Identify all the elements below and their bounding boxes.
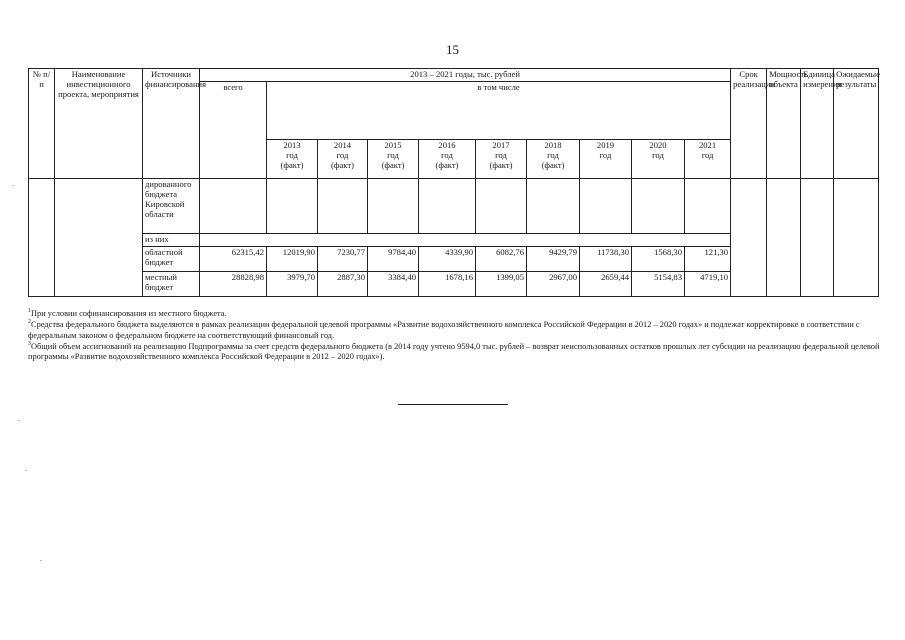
scan-speck	[18, 420, 20, 421]
scan-speck	[12, 185, 14, 186]
header-period-group: 2013 – 2021 годы, тыс. рублей	[200, 69, 731, 82]
local-budget-label: местный бюджет	[143, 271, 200, 296]
regional-value-2015: 9784,40	[368, 246, 419, 271]
local-value-2018: 2967,00	[527, 271, 580, 296]
regional-value-2018: 9429,79	[527, 246, 580, 271]
regional-value-2014: 7230,77	[318, 246, 368, 271]
local-value-2015: 3384,40	[368, 271, 419, 296]
regional-value-2019: 11738,30	[580, 246, 632, 271]
local-total: 28828,98	[200, 271, 267, 296]
local-value-2016: 1678,16	[419, 271, 476, 296]
header-term: Срок реализации	[731, 69, 767, 179]
local-value-2021: 4719,10	[685, 271, 731, 296]
local-value-2014: 2887,30	[318, 271, 368, 296]
scan-speck	[25, 470, 27, 471]
footnote-3: $^3$Общий объем ассигнований на реализацию Подпрограммы за счет средств федерального бюджета (в 2014 году учтено 9594,0 тыс. рублей – возврат неиспользованных остатков прошлых лет субсидии на реализацию федеральной целевой программы «Развитие водохозяйственного комплекса Российской Федерации в 2012 – 2020 годах»).	[28, 341, 880, 362]
footnote-1: $^1$При условии софинансирования из местного бюджета.	[28, 308, 227, 318]
header-results: Ожидаемые результаты	[834, 69, 879, 179]
including-label: из них	[143, 234, 200, 247]
header-including: в том числе	[267, 82, 731, 140]
regional-value-2017: 6082,76	[476, 246, 527, 271]
local-value-2013: 3979,70	[267, 271, 318, 296]
header-year-2021: 2021 год	[685, 140, 731, 179]
header-capacity: Мощность объекта	[767, 69, 801, 179]
header-year-2015: 2015 год (факт)	[368, 140, 419, 179]
header-unit: Единица измерения	[801, 69, 834, 179]
cell-empty	[55, 179, 143, 297]
header-number: № п/п	[29, 69, 55, 179]
header-year-2013: 2013 год (факт)	[267, 140, 318, 179]
local-value-2017: 1399,05	[476, 271, 527, 296]
footnotes	[28, 308, 880, 363]
scan-speck	[40, 560, 42, 561]
regional-budget-label: областной бюджет	[143, 246, 200, 271]
local-value-2020: 5154,83	[632, 271, 685, 296]
budget-table	[28, 68, 879, 297]
header-year-2016: 2016 год (факт)	[419, 140, 476, 179]
header-project-name: Наименование инвестиционного проекта, мероприятия	[55, 69, 143, 179]
header-year-2020: 2020 год	[632, 140, 685, 179]
regional-value-2021: 121,30	[685, 246, 731, 271]
source-text: дированного бюджета Кировской области	[143, 179, 200, 234]
local-value-2019: 2659,44	[580, 271, 632, 296]
header-total: всего	[200, 82, 267, 179]
regional-value-2020: 1568,30	[632, 246, 685, 271]
regional-value-2016: 4339,90	[419, 246, 476, 271]
separator-line	[398, 404, 508, 405]
regional-total: 62315,42	[200, 246, 267, 271]
header-year-2019: 2019 год	[580, 140, 632, 179]
page-number: 15	[446, 42, 459, 57]
footnote-2: $^2$Средства федерального бюджета выделяются в рамках реализации федеральной целевой программы «Развитие водохозяйственного комплекса Российской Федерации в 2012 – 2020 годах» и подлежат корректировке в соответствии с федеральным законом о федеральном бюджете на соответствующий финансовый год.	[28, 319, 860, 340]
header-year-2018: 2018 год (факт)	[527, 140, 580, 179]
cell-empty	[29, 179, 55, 297]
header-year-2014: 2014 год (факт)	[318, 140, 368, 179]
header-sources: Источники финансирования	[143, 69, 200, 179]
header-year-2017: 2017 год (факт)	[476, 140, 527, 179]
regional-value-2013: 12019,90	[267, 246, 318, 271]
